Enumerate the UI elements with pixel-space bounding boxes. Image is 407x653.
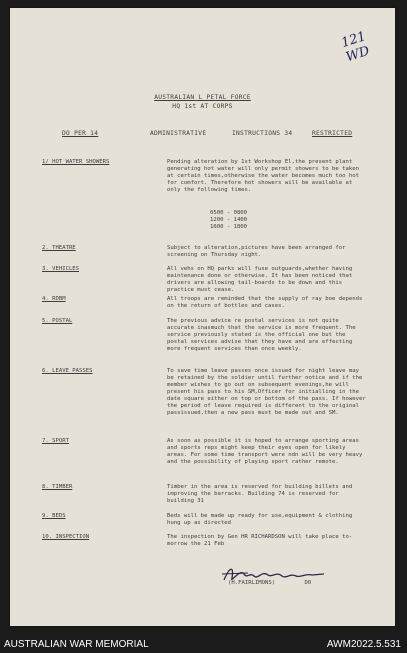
item-text: Timber in the area is reserved for building billets and improving the barracks. Building 74 is reserved for building 31 [167, 484, 353, 504]
signature-name: (H.FAIRLIMONS) D0 [228, 580, 312, 586]
item-label: 10. INSPECTION [42, 534, 90, 540]
item-label: 7. SPORT [42, 438, 69, 444]
handwritten-mark: 121 WD [339, 29, 372, 66]
shower-time: 1200 - 1400 [210, 216, 248, 223]
item-text: Subject to alteration,pictures have been arranged for screening on Thursday night. [167, 245, 346, 258]
classification-label: RESTRICTED [312, 130, 353, 137]
item-label: 4. RDBM [42, 296, 66, 302]
catalogue-number: AWM2022.5.531 [326, 639, 401, 650]
shower-times [210, 210, 270, 230]
header-instructions: INSTRUCTIONS 34 [232, 130, 293, 137]
item-label: 8. TIMBER [42, 484, 73, 490]
item-text: All vehs on HQ parks will fuse outguards,whether having maintenance done or otherwise. It has been noticed that drivers are allowing tail-boards to be down and this practice must cease. [167, 266, 353, 293]
item-label: 3. VEHICLES [42, 266, 80, 272]
header-reference: DO PER 14 [62, 130, 99, 137]
archive-name: AUSTRALIAN WAR MEMORIAL [4, 639, 149, 650]
item-text: As soon as possible it is hoped to arrange sporting areas and sports reps might keep their eyes open for likely areas. For some time transport were ndn will be very heavy and the possibility of playing sport rather remote. [167, 438, 363, 465]
header-admin: ADMINISTRATIVE [150, 130, 207, 137]
item-text: The inspection by Gen HR RICHARDSON will take place to-morrow the 21 Feb [167, 534, 353, 547]
item-label: 2. THEATRE [42, 245, 76, 251]
header-title: AUSTRALIAN L PETAL FORCE [154, 94, 251, 101]
item-label: 9. BEDS [42, 513, 66, 519]
header-subtitle: HQ 1st AT CORPS [172, 103, 233, 110]
item-text: All troops are reminded that the supply of ray boe depends on the return of bottles and cases. [167, 296, 363, 309]
item-text: Pending alteration by 1st Workshop El,the present plant generating hot water will only permit showers to be taken at certain times,otherwise the water becomes much too hot for comfort. Therefore hot showers will be available at only the following times. [167, 159, 359, 193]
item-label: 5. POSTAL [42, 318, 73, 324]
item-text: To save time leave passes once issued for night leave may be retained by the soldier until further notice and if the member wishes to go out on subsequent evenings,he will present his pass to his SM,Officer for initialling in the date square either on top or bottom of the pass. If however the period of leave required is different to the original passissued,then a new pass must be made out and SM. [167, 368, 366, 416]
shower-time: 1600 - 1800 [210, 223, 248, 230]
item-text: Beds will be made up ready for use,equipment & clothing hung up as directed [167, 513, 353, 526]
shower-time: 0500 - 0800 [210, 210, 248, 216]
item-label: 1/ HOT WATER SHOWERS [42, 159, 110, 165]
document-page [10, 8, 395, 626]
item-text: The previous advice re postal services is not quite accurate inasmuch that the service is more frequent. The service previously stated is the official one but the postal services advise that they have and are effecting more frequent services than once weekly. [167, 318, 356, 352]
item-label: 6. LEAVE PASSES [42, 368, 93, 374]
archive-footer [0, 628, 407, 653]
